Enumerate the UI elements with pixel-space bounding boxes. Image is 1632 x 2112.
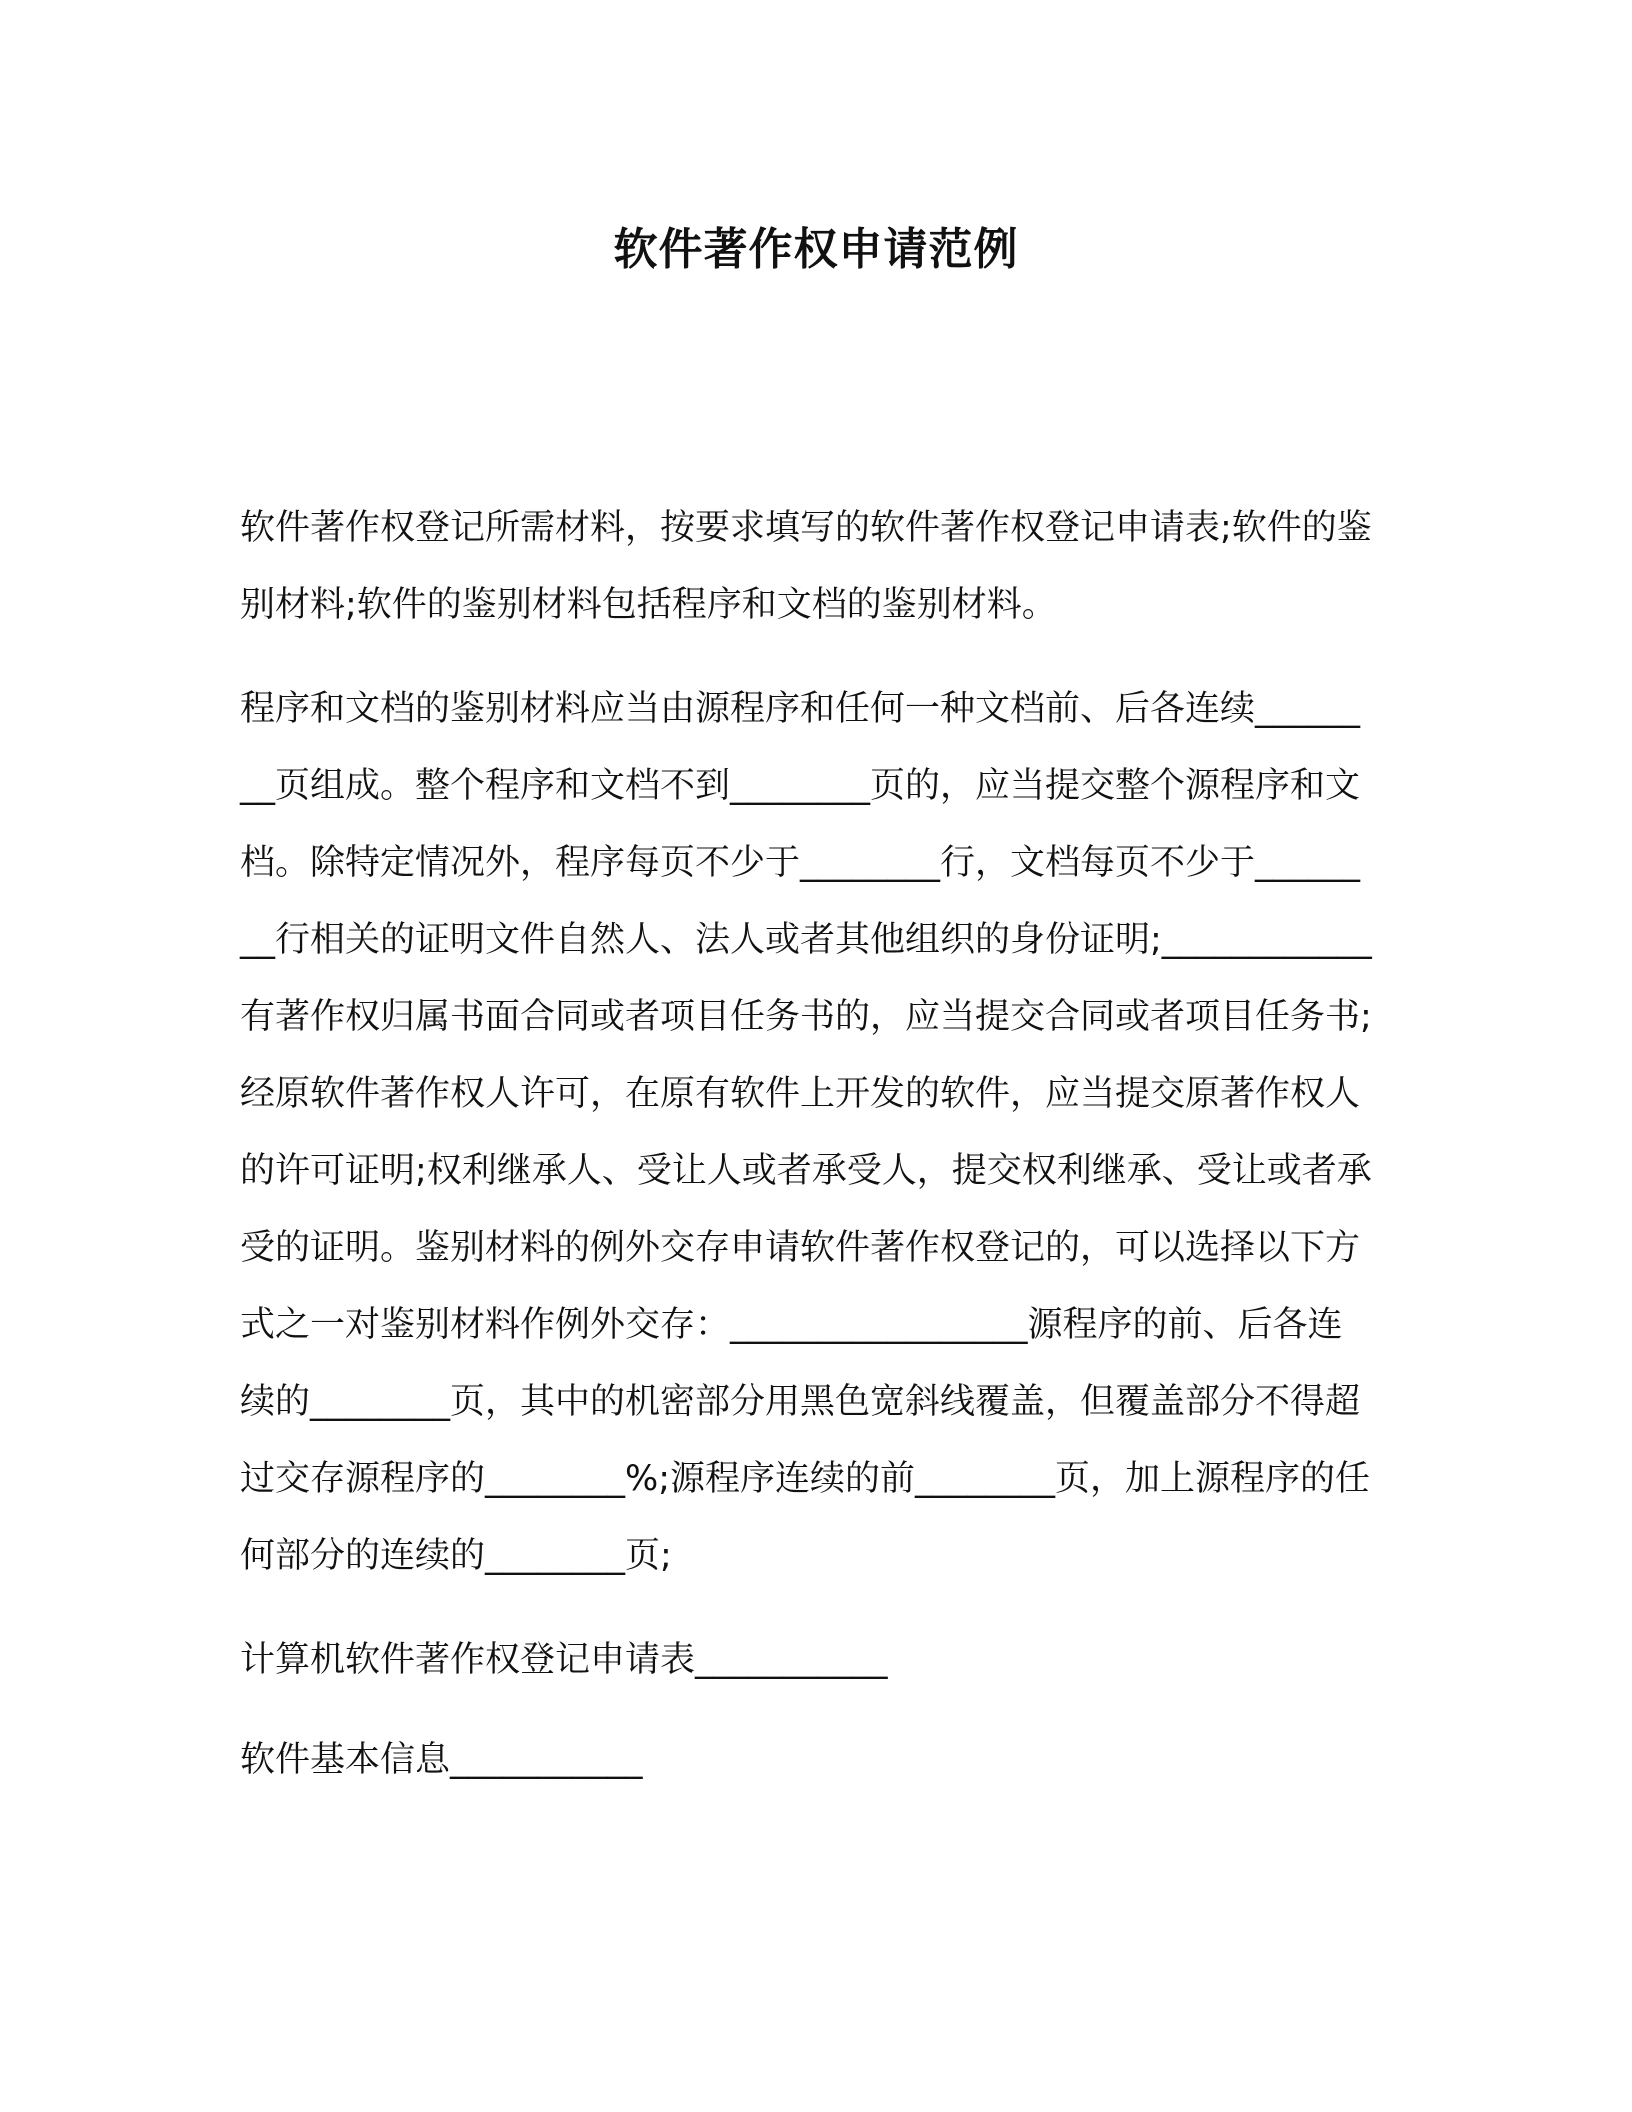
paragraph-basic-info: 软件基本信息___________ <box>240 1740 643 1780</box>
paragraph-identification: 程序和文档的鉴别材料应当由源程序和任何一种文档前、后各连续________页组成。整个程序和文档不到________页的，应当提交整个源程序和文档。除特定情况外，程序每页不少于________行，文档每页不少于________行相关的证明文件自然人、法人或者其他组织的身份证明;____________有著作权归属书面合同或者项目任务书的，应当提交合同或者项目任务书;经原软件著作权人许可，在原有软件上开发的软件，应当提交原著作权人的许可证明;权利继承人、受让人或者承受人，提交权利继承、受让或者承受的证明。鉴别材料的例外交存申请软件著作权登记的，可以选择以下方式之一对鉴别材料作例外交存：_________________源程序的前、后各连续的________页，其中的机密部分用黑色宽斜线覆盖，但覆盖部分不得超过交存源程序的________%;源程序连续的前________页，加上源程序的任何部分的连续的________页; <box>240 689 1372 1576</box>
document-title: 软件著作权申请范例 <box>613 224 1019 275</box>
document-body <box>240 490 1375 1822</box>
paragraph-materials: 软件著作权登记所需材料，按要求填写的软件著作权登记申请表;软件的鉴别材料;软件的鉴别材料包括程序和文档的鉴别材料。 <box>240 508 1372 625</box>
paragraph-application-form: 计算机软件著作权登记申请表___________ <box>240 1640 888 1680</box>
